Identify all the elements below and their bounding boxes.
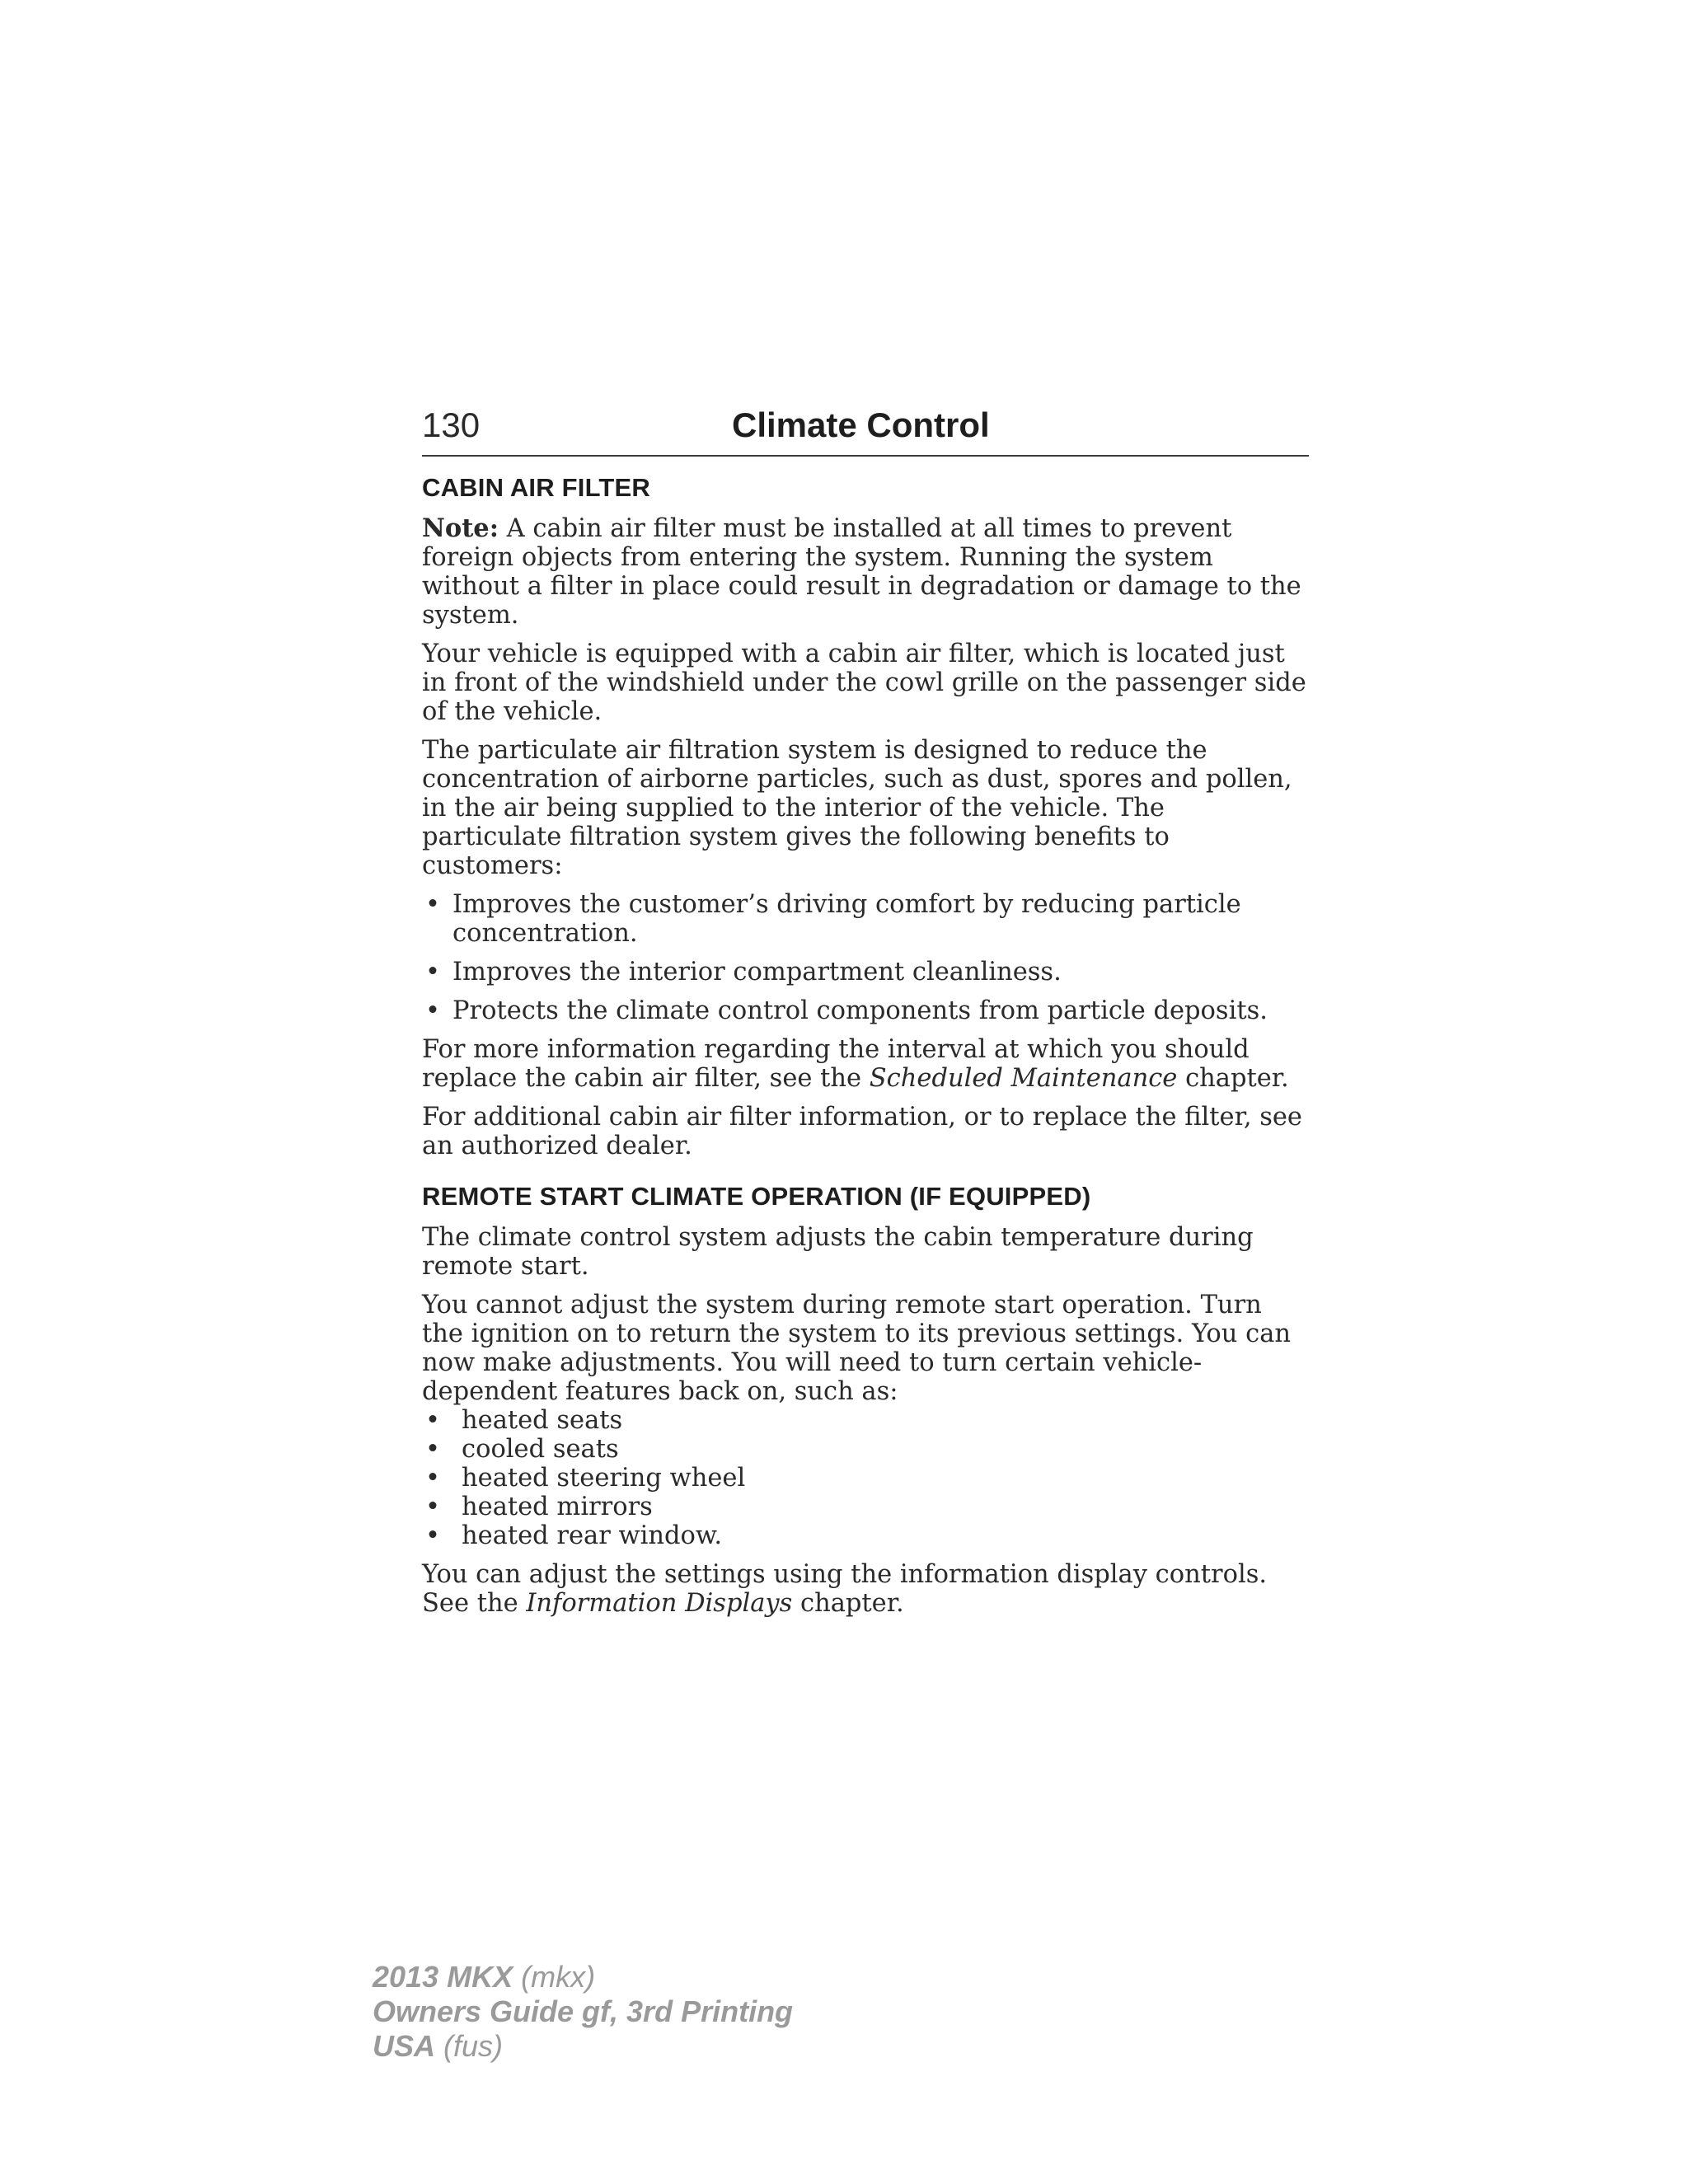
list-item-text: Protects the climate control components from particle deposits. xyxy=(452,996,1268,1025)
filtration-system-paragraph: The particulate air filtration system is designed to reduce the concentration of airborne particles, such as dust, spores and pollen, in the air being supplied to the interior of the vehicle. The particulate filtration system gives the following benefits to customers: xyxy=(422,736,1292,880)
list-item-text: heated rear window. xyxy=(462,1521,723,1550)
list-item xyxy=(422,1464,1309,1493)
footer-model-line xyxy=(373,1960,793,1994)
print-footer xyxy=(373,1960,793,2064)
dealer-paragraph: For additional cabin air filter information, or to replace the filter, see an authorized dealer. xyxy=(422,1103,1302,1160)
list-item xyxy=(422,996,1309,1025)
scheduled-maintenance-reference: Scheduled Maintenance xyxy=(869,1064,1178,1093)
list-item xyxy=(422,890,1309,948)
bullet-icon: • xyxy=(425,1406,440,1435)
list-item xyxy=(422,1406,1309,1435)
bullet-icon: • xyxy=(425,958,440,987)
features-list xyxy=(422,1406,1309,1550)
list-item-text: cooled seats xyxy=(462,1435,619,1464)
remote-start-adjust-paragraph: You cannot adjust the system during remote start operation. Turn the ignition on to return the system to its previous settings. You can now make adjustments. You will need to turn certain vehicle-dependent features back on, such as: xyxy=(422,1291,1292,1406)
bullet-icon: • xyxy=(425,1521,440,1550)
note-paragraph xyxy=(422,514,1309,630)
bullet-icon: • xyxy=(425,1464,440,1493)
footer-market-line xyxy=(373,2029,793,2064)
list-item-text: heated mirrors xyxy=(462,1493,653,1521)
bullet-icon: • xyxy=(425,890,440,919)
chapter-title: Climate Control xyxy=(732,405,990,444)
paragraph-text: chapter. xyxy=(792,1589,904,1618)
list-item-text: Improves the customer’s driving comfort by reducing particle concentration. xyxy=(452,890,1241,948)
benefits-list xyxy=(422,890,1309,1025)
section-heading-remote-start: REMOTE START CLIMATE OPERATION (IF EQUIPPED) xyxy=(422,1182,1091,1211)
section-heading-cabin-air-filter: CABIN AIR FILTER xyxy=(422,473,651,502)
paragraph-text: You can adjust the settings using the information display controls. xyxy=(422,1560,1268,1589)
page-content xyxy=(422,402,1309,1618)
paragraph-text: For more information regarding the interval at which you should replace the cabin air filter, see the xyxy=(422,1035,1250,1093)
footer-model: 2013 MKX xyxy=(373,1960,513,1994)
list-item-text: Improves the interior compartment cleanliness. xyxy=(452,958,1062,987)
note-label: Note: xyxy=(422,513,499,543)
information-display-paragraph xyxy=(422,1560,1309,1618)
list-item-text: heated steering wheel xyxy=(462,1464,746,1493)
list-item xyxy=(422,958,1309,987)
footer-market: USA xyxy=(373,2029,436,2063)
footer-model-code: (mkx) xyxy=(513,1960,596,1994)
bullet-icon: • xyxy=(425,996,440,1025)
information-displays-reference: Information Displays xyxy=(526,1589,793,1618)
page-header xyxy=(422,402,1309,457)
paragraph-text: chapter. xyxy=(1177,1064,1289,1093)
footer-market-code: (fus) xyxy=(435,2029,504,2063)
list-item xyxy=(422,1435,1309,1464)
paragraph-text: See the xyxy=(422,1589,527,1618)
cabin-filter-location-paragraph: Your vehicle is equipped with a cabin air filter, which is located just in front of the windshield under the cowl grille on the passenger side of the vehicle. xyxy=(422,640,1306,726)
list-item-text: heated seats xyxy=(462,1406,623,1435)
note-text: A cabin air filter must be installed at all times to prevent foreign objects from entering the system. Running the system without a filter in place could result in degradation or damage to the system. xyxy=(422,514,1301,630)
footer-guide-line: Owners Guide gf, 3rd Printing xyxy=(373,1994,794,2028)
list-item xyxy=(422,1521,1309,1550)
remote-start-intro-paragraph: The climate control system adjusts the cabin temperature during remote start. xyxy=(422,1223,1254,1281)
bullet-icon: • xyxy=(425,1493,440,1521)
list-item xyxy=(422,1493,1309,1521)
page-number: 130 xyxy=(422,405,481,444)
bullet-icon: • xyxy=(425,1435,440,1464)
maintenance-interval-paragraph xyxy=(422,1035,1309,1093)
